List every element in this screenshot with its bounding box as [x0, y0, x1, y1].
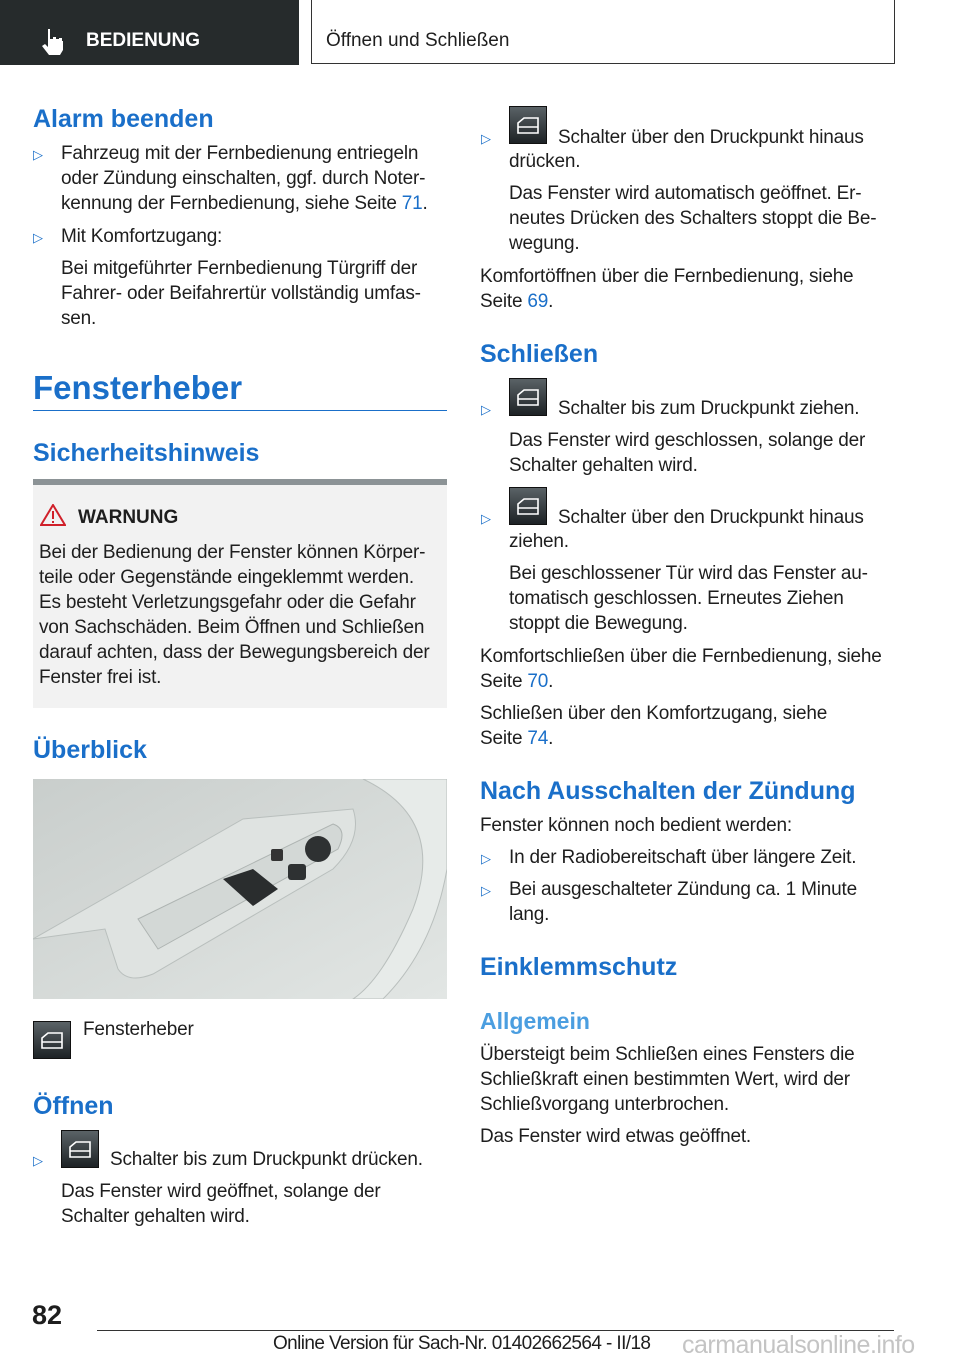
heading-nach-ausschalten: Nach Ausschalten der Zündung — [480, 777, 856, 805]
warning-label: WARNUNG — [78, 507, 179, 528]
window-switch-icon — [61, 1130, 99, 1168]
heading-alarm-beenden: Alarm beenden — [33, 105, 214, 133]
hand-pointer-icon — [40, 27, 66, 55]
schliessen-step-2: Schalter über den Druckpunkt hinaus — [558, 507, 864, 528]
alarm-step-2: Mit Komfortzugang: — [61, 226, 223, 247]
chapter-label: Öffnen und Schließen — [326, 30, 510, 51]
page-link-74[interactable]: 74 — [527, 728, 549, 749]
bullet-icon: ▷ — [33, 147, 43, 162]
door-window-switch-illustration — [33, 779, 447, 999]
bullet-icon: ▷ — [33, 230, 43, 245]
komfortzugang-text: Schließen über den Komfortzugang, siehe Seite 74. — [480, 703, 828, 749]
allgemein-text-2: Das Fenster wird etwas geöffnet. — [480, 1126, 751, 1147]
heading-schliessen: Schließen — [480, 340, 599, 368]
warning-box — [33, 479, 447, 708]
oeffnen-step-1-detail: Das Fenster wird geöffnet, solange der Schalter gehalten wird. — [61, 1181, 381, 1227]
bullet-icon: ▷ — [33, 1153, 43, 1168]
section-label: BEDIENUNG — [86, 30, 201, 51]
nach-text: Fenster können noch bedient werden: — [480, 815, 792, 836]
schliessen-step-2-cont: ziehen. — [509, 531, 569, 552]
nach-item-1: In der Radiobereitschaft über längere Zeit. — [509, 847, 857, 868]
schliessen-step-2-detail: Bei geschlossener Tür wird das Fenster au- tomatisch geschlossen. Erneutes Ziehen stoppt die Bewegung. — [509, 563, 868, 634]
heading-ueberblick: Überblick — [33, 736, 147, 764]
schliessen-step-1: Schalter bis zum Druckpunkt ziehen. — [558, 398, 860, 419]
warning-triangle-icon — [40, 504, 66, 526]
schliessen-step-1-detail: Das Fenster wird geschlossen, solange der Schalter gehalten wird. — [509, 430, 866, 476]
watermark: carmanualsonline.info — [682, 1331, 915, 1359]
section-tab — [0, 0, 299, 65]
page-link-69[interactable]: 69 — [527, 291, 549, 312]
page-link-70[interactable]: 70 — [527, 671, 549, 692]
oeffnen-step-2-detail: Das Fenster wird automatisch geöffnet. Er- neutes Drücken des Schalters stoppt die Be- wegung. — [509, 183, 877, 254]
oeffnen-step-2: Schalter über den Druckpunkt hinaus — [558, 127, 864, 148]
heading-sicherheitshinweis: Sicherheitshinweis — [33, 439, 260, 467]
bullet-icon: ▷ — [481, 511, 491, 526]
bullet-icon: ▷ — [481, 402, 491, 417]
window-switch-icon — [33, 1021, 71, 1059]
chapter-tab — [311, 0, 895, 64]
oeffnen-step-1: Schalter bis zum Druckpunkt drücken. — [110, 1149, 423, 1170]
icon-caption: Fensterheber — [83, 1019, 194, 1040]
page-link-71[interactable]: 71 — [401, 193, 423, 214]
heading-allgemein: Allgemein — [480, 1008, 590, 1034]
komfort-oeffnen-text: Komfortöffnen über die Fernbedienung, siehe Seite 69. — [480, 266, 854, 312]
alarm-step-2-detail: Bei mitgeführter Fernbedienung Türgriff der Fahrer- oder Beifahrertür vollständig umfas- sen. — [61, 258, 421, 329]
oeffnen-step-2-cont: drücken. — [509, 151, 581, 172]
bullet-icon: ▷ — [481, 883, 491, 898]
heading-oeffnen: Öffnen — [33, 1092, 114, 1120]
warning-text: Bei der Bedienung der Fenster können Körper- teile oder Gegenstände eingeklemmt werden. Es besteht Verletzungsgefahr oder die Gefahr von Sachschäden. Beim Öffnen und Schließen darauf achten, dass der Bewegungsbereich der Fenster frei ist. — [39, 542, 430, 688]
bullet-icon: ▷ — [481, 131, 491, 146]
online-version-text: Online Version für Sach-Nr. 01402662564 - II/18 — [273, 1333, 651, 1354]
window-switch-icon — [509, 378, 547, 416]
komfort-schliessen-text: Komfortschließen über die Fernbedienung, siehe Seite 70. — [480, 646, 882, 692]
heading-underline — [33, 410, 447, 411]
bullet-icon: ▷ — [481, 851, 491, 866]
alarm-step-1: Fahrzeug mit der Fernbedienung entriegeln oder Zündung einschalten, ggf. durch Noter- kennung der Fernbedienung, siehe Seite 71. — [61, 143, 428, 214]
heading-fensterheber: Fensterheber — [33, 369, 243, 406]
window-switch-icon — [509, 487, 547, 525]
window-switch-icon — [509, 106, 547, 144]
nach-item-2: Bei ausgeschalteter Zündung ca. 1 Minute lang. — [509, 879, 857, 925]
heading-einklemmschutz: Einklemmschutz — [480, 953, 678, 981]
allgemein-text: Übersteigt beim Schließen eines Fensters die Schließkraft einen bestimmten Wert, wird der Schließvorgang unterbrochen. — [480, 1044, 855, 1115]
page-number: 82 — [32, 1300, 63, 1330]
